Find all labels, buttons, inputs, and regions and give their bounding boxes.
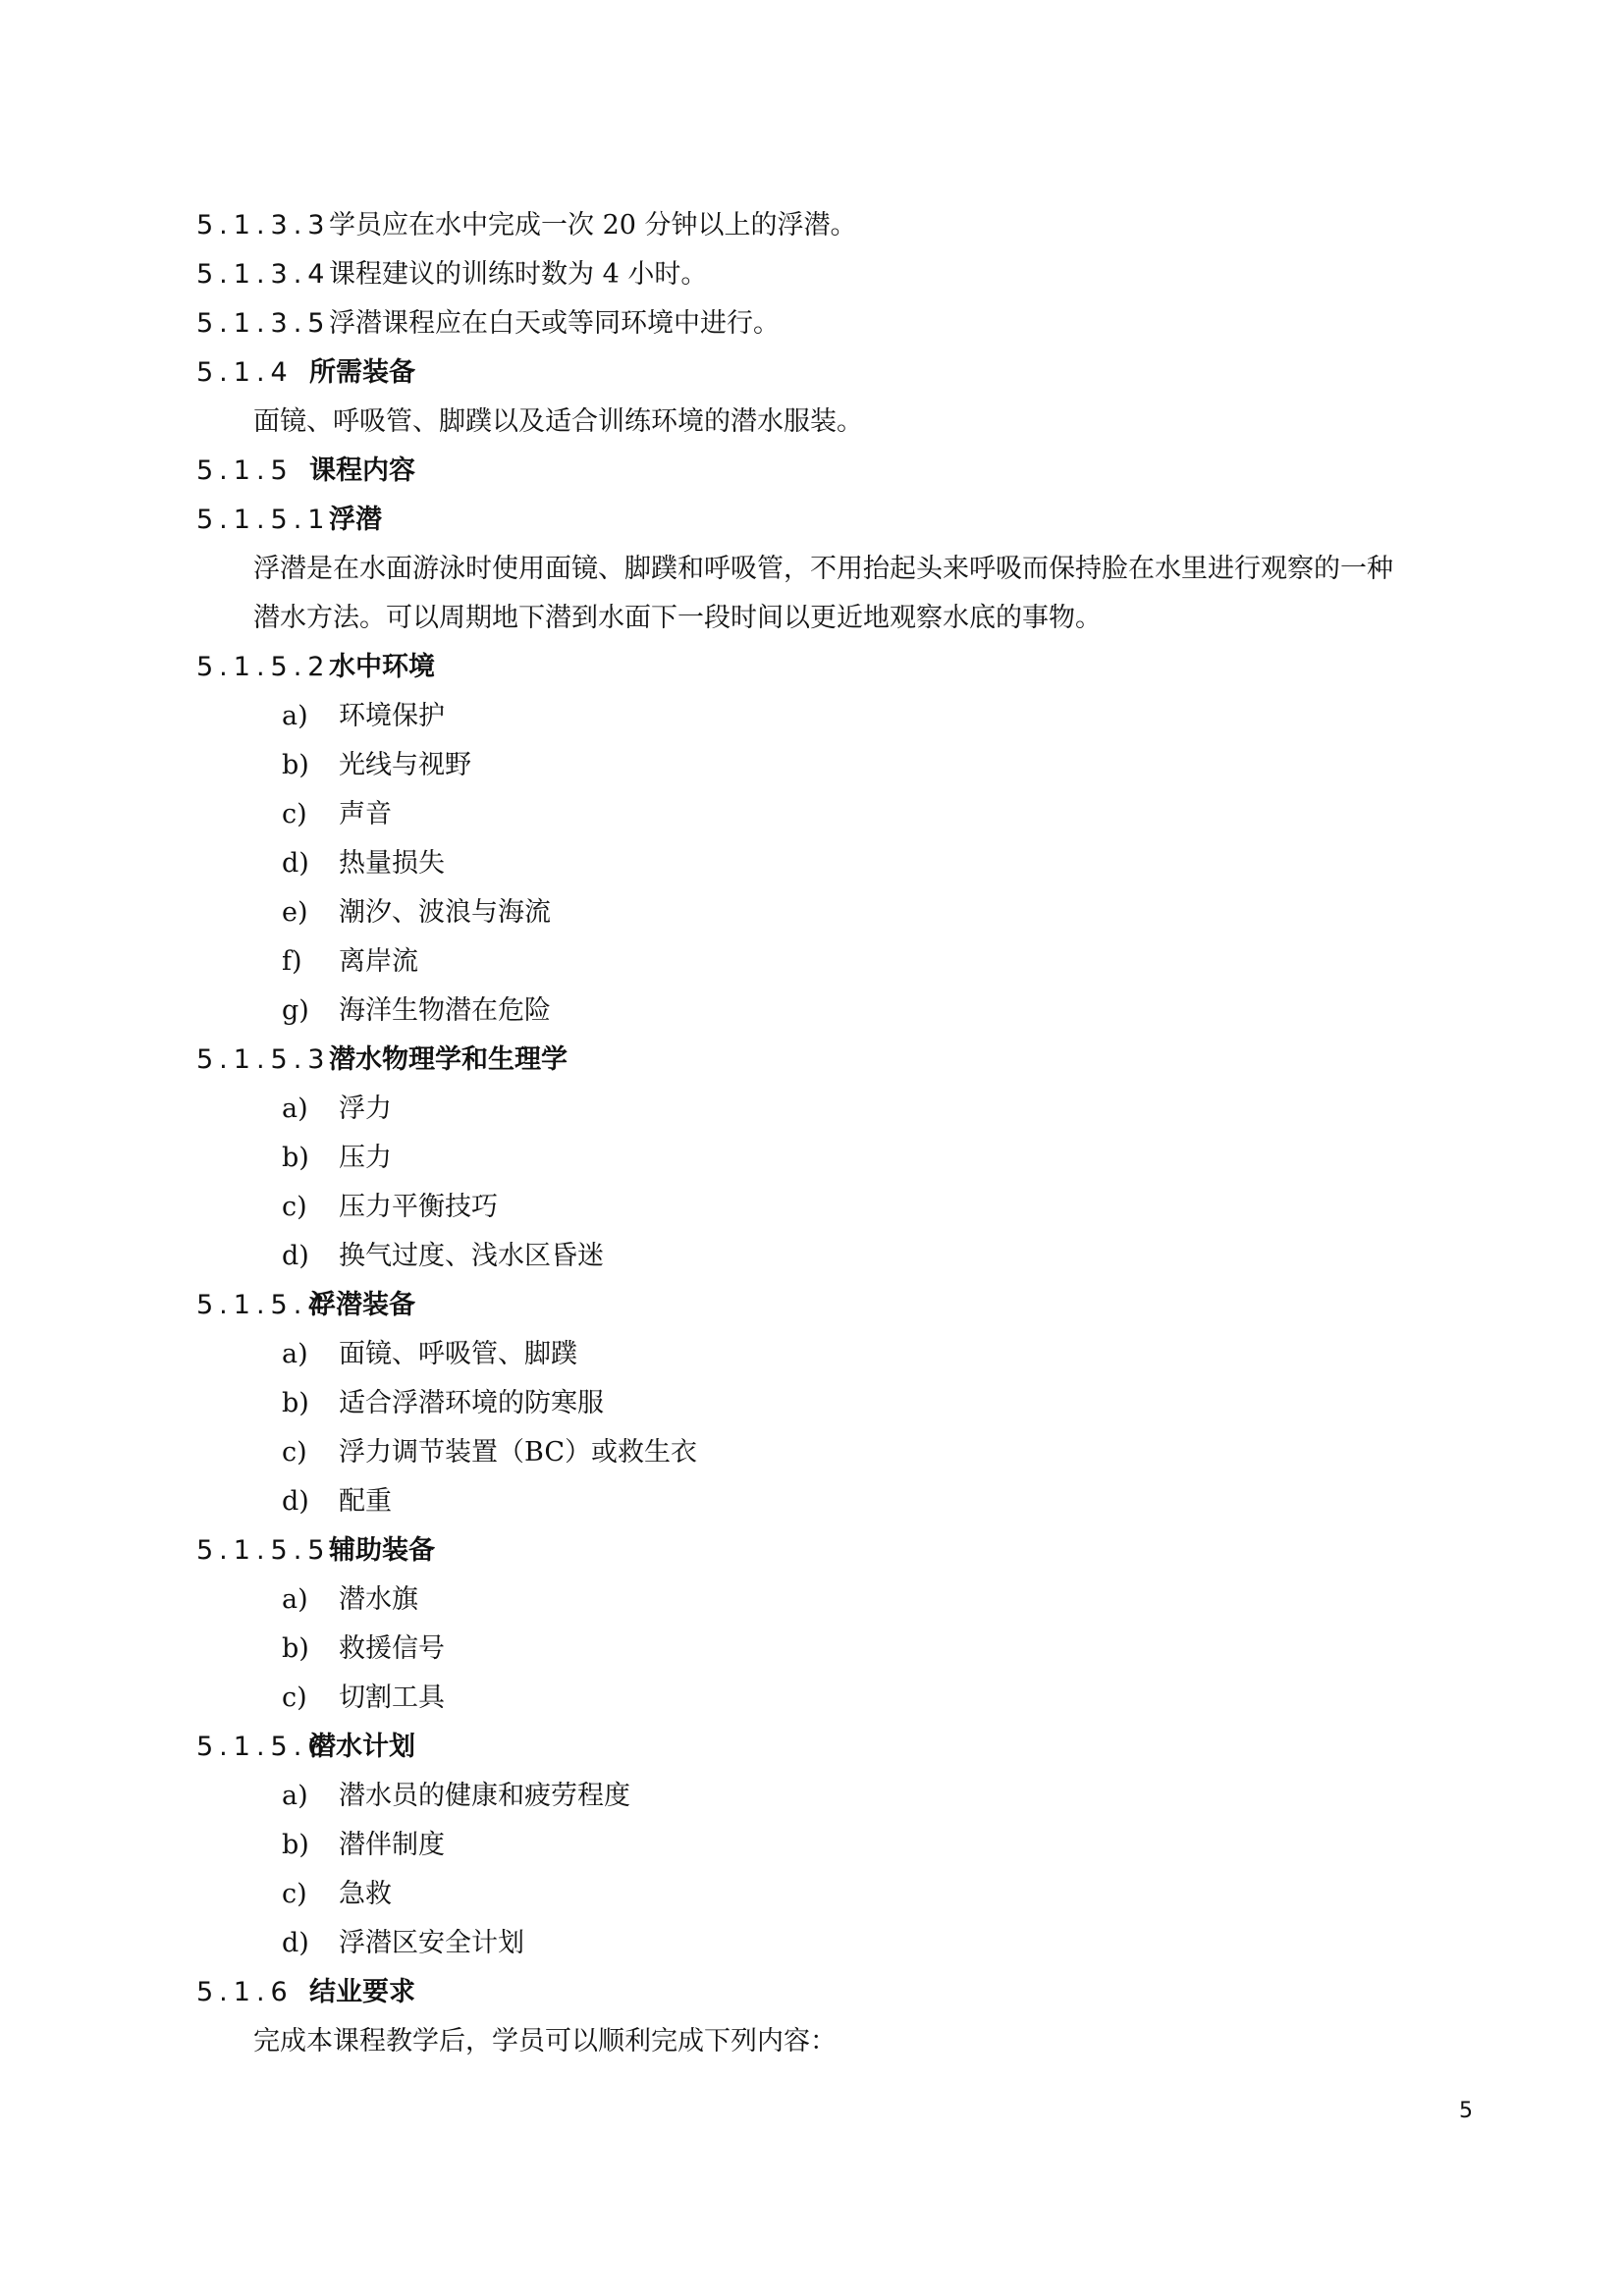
list-item-text: 潜水旗 [339,1584,418,1615]
heading-number: 5.1.4 [196,357,294,388]
list-item-text: 切割工具 [339,1682,445,1713]
list-marker: f) [282,946,302,977]
clause-text: 学员应在水中完成一次 20 分钟以上的浮潜。 [329,210,857,240]
heading-text: 辅助装备 [329,1535,435,1566]
heading-text: 结业要求 [309,1977,415,2007]
list-item [282,1870,392,1919]
paragraph-line [253,545,1393,594]
list-marker: d) [282,1486,309,1517]
heading-5-1-5-1 [196,496,382,545]
list-item-text: 适合浮潜环境的防寒服 [339,1388,604,1418]
list-item [282,1183,498,1232]
list-item-text: 潜伴制度 [339,1830,445,1860]
list-item-text: 配重 [339,1486,392,1517]
list-item-text: 潮汐、波浪与海流 [339,897,551,928]
heading-5-1-5 [196,447,415,496]
paragraph-text: 完成本课程教学后，学员可以顺利完成下列内容： [253,2026,837,2056]
list-marker: c) [282,1437,307,1468]
list-item-text: 潜水员的健康和疲劳程度 [339,1781,630,1811]
list-item [282,888,551,937]
list-item [282,1232,604,1281]
list-marker: c) [282,1682,307,1713]
list-item [282,790,392,839]
list-item [282,1330,577,1379]
clause-5-1-3-3 [196,201,857,250]
list-marker: b) [282,750,309,780]
list-item-text: 声音 [339,799,392,829]
list-marker: d) [282,1241,309,1271]
list-item [282,937,418,987]
clause-number: 5.1.3.4 [196,259,331,290]
list-item [282,1085,392,1134]
clause-5-1-3-4 [196,250,707,299]
list-item-text: 离岸流 [339,946,418,977]
list-item [282,1379,604,1428]
heading-5-1-4 [196,348,415,398]
clause-text: 浮潜课程应在白天或等同环境中进行。 [329,308,780,339]
heading-number: 5.1.5.5 [196,1535,331,1566]
heading-5-1-5-4 [196,1281,415,1330]
heading-5-1-6 [196,1968,415,2017]
list-item-text: 面镜、呼吸管、脚蹼 [339,1339,577,1369]
list-item [282,741,471,790]
paragraph-text: 浮潜是在水面游泳时使用面镜、脚蹼和呼吸管，不用抬起头来呼吸而保持脸在水里进行观察的一种 [253,554,1393,584]
list-marker: e) [282,897,308,928]
list-item [282,1772,630,1821]
heading-number: 5.1.5 [196,455,294,486]
list-marker: c) [282,1192,307,1222]
heading-text: 水中环境 [329,652,435,682]
list-item-text: 海洋生物潜在危险 [339,995,551,1026]
list-marker: b) [282,1633,309,1664]
list-marker: a) [282,1781,308,1811]
list-marker: a) [282,1584,308,1615]
heading-number: 5.1.6 [196,1977,294,2007]
list-item [282,1821,445,1870]
paragraph-text: 潜水方法。可以周期地下潜到水面下一段时间以更近地观察水底的事物。 [253,603,1102,633]
list-item [282,987,551,1036]
clause-number: 5.1.3.5 [196,308,331,339]
page-number: 5 [1459,2099,1473,2123]
heading-number: 5.1.5.1 [196,505,331,535]
list-item-text: 压力平衡技巧 [339,1192,498,1222]
clause-5-1-3-5 [196,299,780,348]
heading-number: 5.1.5.4 [196,1290,331,1320]
list-item [282,1477,392,1526]
heading-5-1-5-5 [196,1526,435,1575]
heading-5-1-5-3 [196,1036,568,1085]
paragraph [253,398,863,447]
heading-text: 课程内容 [309,455,415,486]
list-item [282,1428,697,1477]
list-item [282,1575,418,1625]
clause-number: 5.1.3.3 [196,210,331,240]
clause-text: 课程建议的训练时数为 4 小时。 [329,259,708,290]
list-item-text: 浮力 [339,1094,392,1124]
list-marker: c) [282,799,307,829]
list-item-text: 换气过度、浅水区昏迷 [339,1241,604,1271]
list-item-text: 热量损失 [339,848,445,879]
paragraph-text: 面镜、呼吸管、脚蹼以及适合训练环境的潜水服装。 [253,406,863,437]
list-item [282,839,445,888]
paragraph [253,2017,837,2066]
list-item [282,1674,445,1723]
heading-number: 5.1.5.2 [196,652,331,682]
list-item [282,1919,524,1968]
list-marker: b) [282,1143,309,1173]
heading-text: 浮潜装备 [309,1290,415,1320]
heading-text: 潜水计划 [309,1732,415,1762]
list-marker: c) [282,1879,307,1909]
heading-5-1-5-2 [196,643,435,692]
list-item-text: 环境保护 [339,701,445,731]
list-marker: b) [282,1830,309,1860]
heading-text: 潜水物理学和生理学 [329,1044,568,1075]
list-marker: d) [282,848,309,879]
list-item-text: 光线与视野 [339,750,471,780]
list-item-text: 救援信号 [339,1633,445,1664]
list-item [282,1134,392,1183]
heading-text: 浮潜 [329,505,382,535]
heading-text: 所需装备 [309,357,415,388]
heading-number: 5.1.5.6 [196,1732,331,1762]
list-item-text: 压力 [339,1143,392,1173]
list-marker: a) [282,701,308,731]
list-marker: d) [282,1928,309,1958]
list-marker: g) [282,995,309,1026]
list-item-text: 急救 [339,1879,392,1909]
list-item [282,692,445,741]
heading-number: 5.1.5.3 [196,1044,331,1075]
paragraph-line [253,594,1102,643]
list-marker: b) [282,1388,309,1418]
heading-5-1-5-6 [196,1723,415,1772]
list-item [282,1625,445,1674]
list-marker: a) [282,1339,308,1369]
list-item-text: 浮潜区安全计划 [339,1928,524,1958]
list-marker: a) [282,1094,308,1124]
list-item-text: 浮力调节装置（BC）或救生衣 [339,1437,698,1468]
